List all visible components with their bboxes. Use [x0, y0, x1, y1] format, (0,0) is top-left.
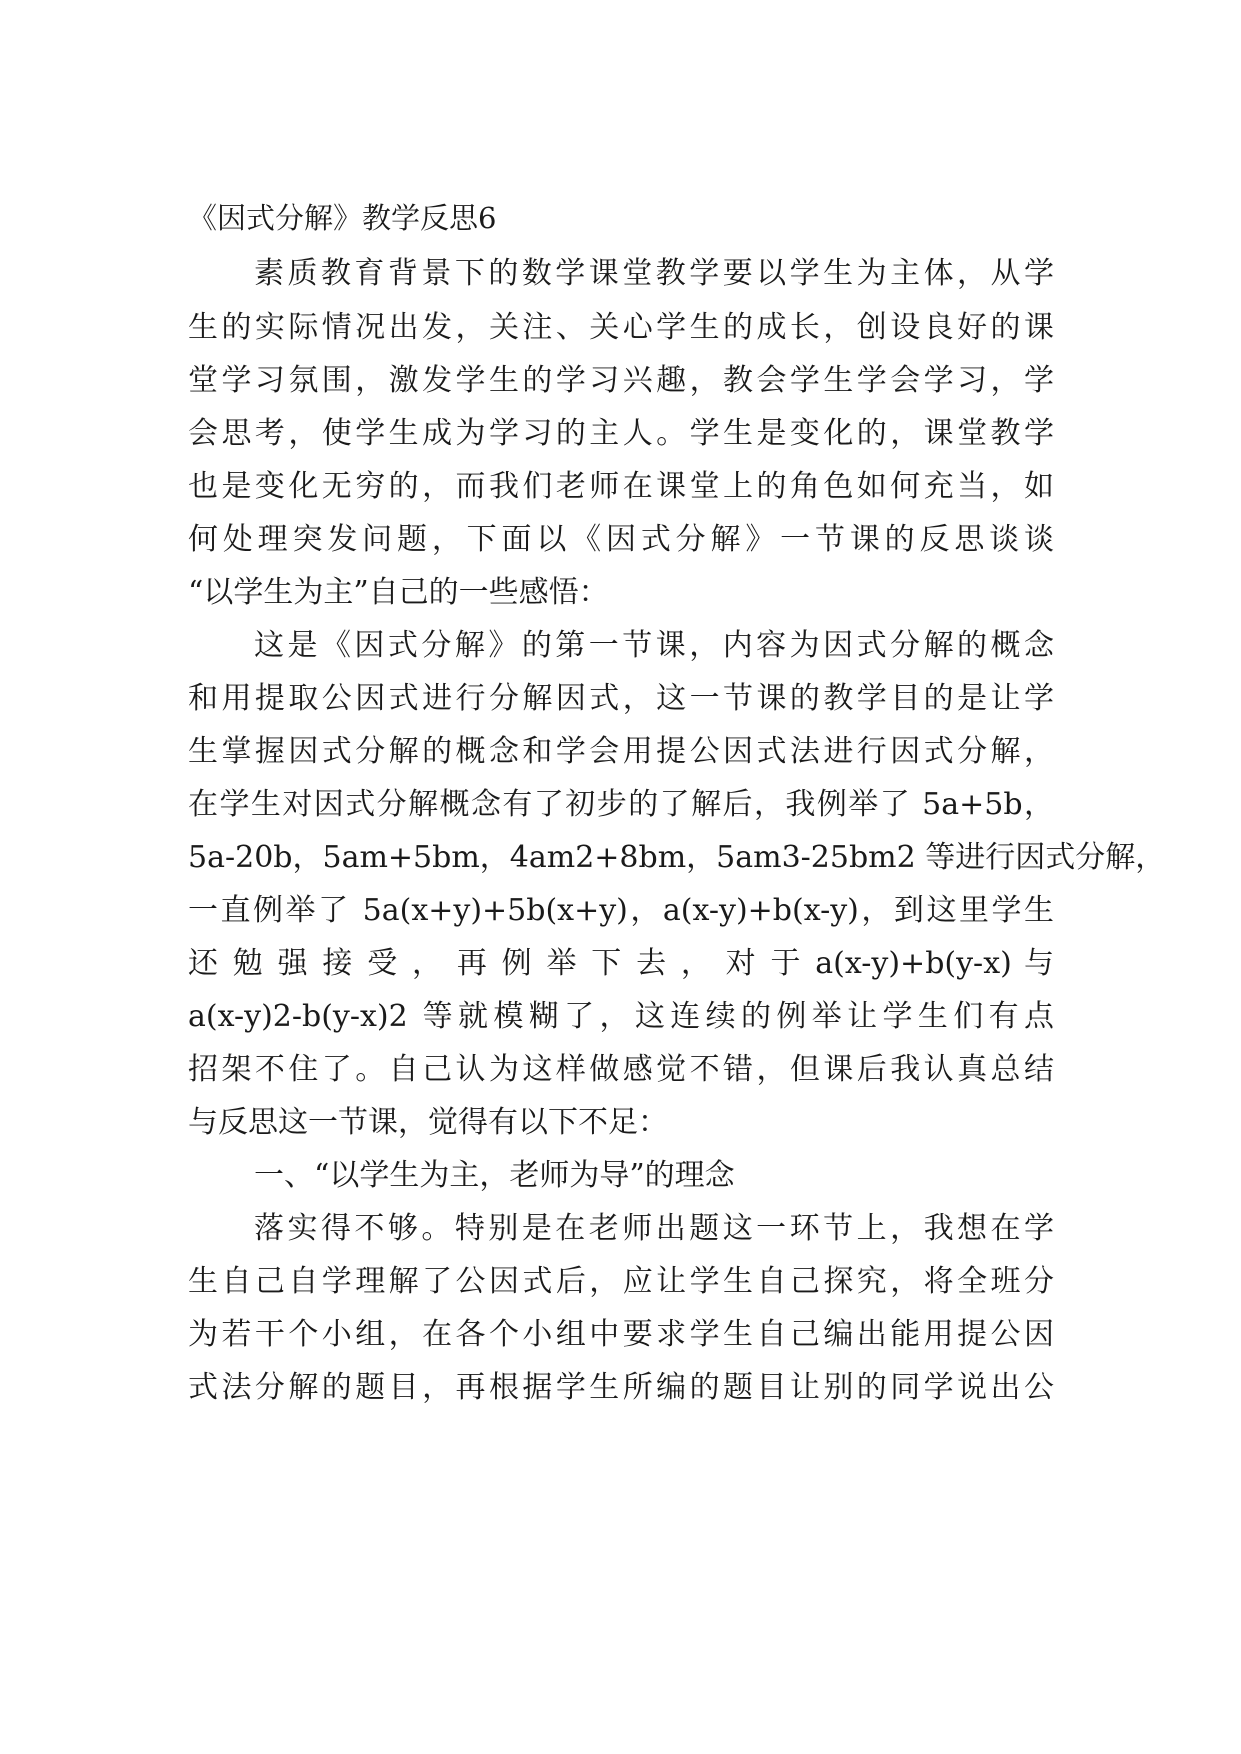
paragraph-line: 在学生对因式分解概念有了初步的了解后，我例举了 5a+5b，	[188, 787, 1054, 822]
paragraph-line: a(x-y)2-b(y-x)2 等就模糊了，这连续的例举让学生们有点	[188, 999, 1054, 1034]
paragraph-line: 何处理突发问题，下面以《因式分解》一节课的反思谈谈	[188, 522, 1054, 557]
paragraph-line: 这是《因式分解》的第一节课，内容为因式分解的概念	[254, 628, 1054, 663]
paragraph-line: 一直例举了 5a(x+y)+5b(x+y)，a(x-y)+b(x-y)，到这里学生	[188, 893, 1054, 928]
paragraph-line: 与反思这一节课，觉得有以下不足：	[188, 1105, 668, 1140]
paragraph-line: 和用提取公因式进行分解因式，这一节课的教学目的是让学	[188, 681, 1054, 716]
paragraph-line: 生自己自学理解了公因式后，应让学生自己探究，将全班分	[188, 1264, 1054, 1299]
document-title: 《因式分解》教学反思6	[188, 201, 497, 235]
paragraph-line: 也是变化无穷的，而我们老师在课堂上的角色如何充当，如	[188, 469, 1054, 504]
paragraph-line: 招架不住了。自己认为这样做感觉不错，但课后我认真总结	[188, 1052, 1054, 1087]
paragraph-line: 生的实际情况出发，关注、关心学生的成长，创设良好的课	[188, 310, 1054, 345]
paragraph-line: 素质教育背景下的数学课堂教学要以学生为主体，从学	[254, 256, 1054, 291]
paragraph-line: 为若干个小组，在各个小组中要求学生自己编出能用提公因	[188, 1317, 1054, 1352]
paragraph-line: 还 勉 强 接 受 ， 再 例 举 下 去 ， 对 于 a(x-y)+b(y-x) 与	[188, 946, 1054, 981]
paragraph-line: 落实得不够。特别是在老师出题这一环节上，我想在学	[254, 1211, 1054, 1246]
paragraph-line: 5a-20b，5am+5bm，4am2+8bm，5am3-25bm2 等进行因式分解，	[188, 840, 1166, 875]
paragraph-line: 式法分解的题目，再根据学生所编的题目让别的同学说出公	[188, 1370, 1054, 1405]
paragraph-line: 会思考，使学生成为学习的主人。学生是变化的，课堂教学	[188, 416, 1054, 451]
paragraph-line: 生掌握因式分解的概念和学会用提公因式法进行因式分解，	[188, 734, 1054, 769]
section-heading: 一、“以学生为主，老师为导”的理念	[254, 1158, 735, 1193]
paragraph-line: 堂学习氛围，激发学生的学习兴趣，教会学生学会学习，学	[188, 363, 1054, 398]
paragraph-line: “以学生为主”自己的一些感悟：	[188, 575, 609, 610]
